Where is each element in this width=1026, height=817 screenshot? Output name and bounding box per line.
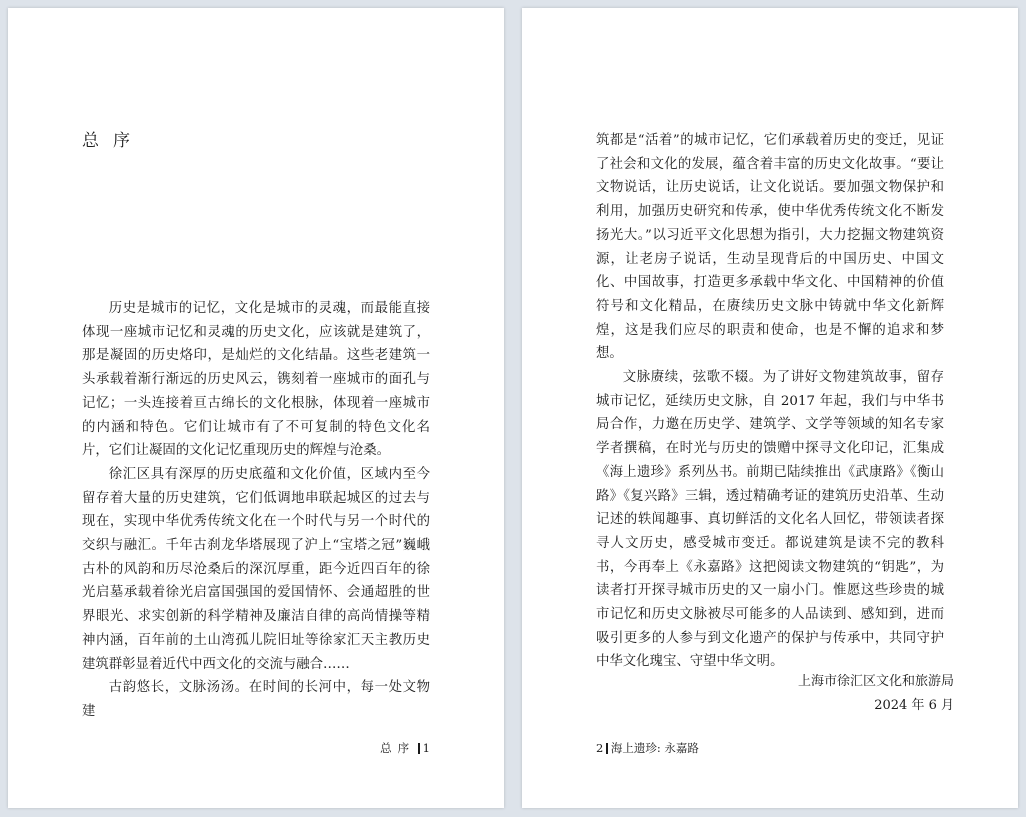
- left-page: [8, 8, 504, 808]
- page-number: 2: [596, 741, 604, 755]
- page-title: 总序: [82, 131, 144, 151]
- paragraph-3: 古韵悠长，文脉汤汤。在时间的长河中，每一处文物建: [82, 680, 430, 719]
- paragraph-1: 历史是城市的记忆，文化是城市的灵魂，而最能直接体现一座城市记忆和灵魂的历史文化，应该就是建筑了，那是凝固的历史烙印，是灿烂的文化结晶。这些老建筑一头承载着渐行渐远的历史风云，镌刻着一座城市的面孔与记忆；一头连接着亘古绵长的文化根脉，体现着一座城市的内涵和特色。它们让城市有了不可复制的特色文化名片，它们让凝固的文化记忆重现历史的辉煌与沧桑。: [82, 301, 430, 459]
- right-page: [522, 8, 1018, 808]
- page-footer: [380, 740, 430, 756]
- footer-divider: [606, 743, 608, 754]
- body-text: [596, 129, 944, 674]
- page-number: 1: [422, 741, 430, 755]
- page-footer: [596, 740, 699, 756]
- paragraph-2: 文脉赓续，弦歌不辍。为了讲好文物建筑故事，留存城市记忆，延续历史文脉，自 2017 年起，我们与中华书局合作，力邀在历史学、建筑学、文学等领域的知名专家学者撰稿，在时光与历史的馈赠中探寻文化印记，汇集成《海上遗珍》系列丛书。前期已陆续推出《武康路》《衡山路》《复兴路》三辑，透过精确考证的建筑历史沿革、生动记述的轶闻趣事、真切鲜活的文化名人回忆，带领读者探寻人文历史，感受城市变迁。都说建筑是读不完的教科书，今再奉上《永嘉路》这把阅读文物建筑的“钥匙”，为读者打开探寻城市历史的又一扇小门。惟愿这些珍贵的城市记忆和历史文脉被尽可能多的人品读到、感知到，进而吸引更多的人参与到文化遗产的保护与传承中，共同守护中华文化瑰宝、守望中华文明。: [596, 370, 944, 670]
- running-book-title: 海上遗珍: 永嘉路: [610, 741, 699, 755]
- signature-organization: 上海市徐汇区文化和旅游局: [797, 674, 954, 689]
- paragraph-continued: 筑都是“活着”的城市记忆，它们承载着历史的变迁，见证了社会和文化的发展，蕴含着丰富的历史文化故事。“要让文物说话，让历史说话，让文化说话。要加强文物保护和利用，加强历史研究和传承，使中华优秀传统文化不断发扬光大。”以习近平文化思想为指引，大力挖掘文物建筑资源，让老房子说话，生动呈现背后的中国历史、中国文化、中国故事，打造更多承载中华文化、中国精神的价值符号和文化精品，在赓续历史文脉中铸就中华文化新辉煌，这是我们应尽的职责和使命，也是不懈的追求和梦想。: [596, 133, 944, 362]
- running-title: 总序: [380, 741, 416, 755]
- footer-divider: [418, 743, 420, 754]
- paragraph-2: 徐汇区具有深厚的历史底蕴和文化价值，区域内至今留存着大量的历史建筑，它们低调地串联起城区的过去与现在，实现中华优秀传统文化在一个时代与另一个时代的交织与融汇。千年古刹龙华塔展现了沪上“宝塔之冠”巍峨古朴的风韵和历尽沧桑后的深沉厚重，距今近四百年的徐光启墓承载着徐光启富国强国的爱国情怀、会通超胜的世界眼光、求实创新的科学精神及廉洁自律的高尚情操等精神内涵，百年前的土山湾孤儿院旧址等徐家汇天主教历史建筑群彰显着近代中西文化的交流与融合……: [82, 466, 430, 672]
- body-text: [82, 297, 430, 724]
- signature-date: 2024 年 6 月: [874, 698, 954, 713]
